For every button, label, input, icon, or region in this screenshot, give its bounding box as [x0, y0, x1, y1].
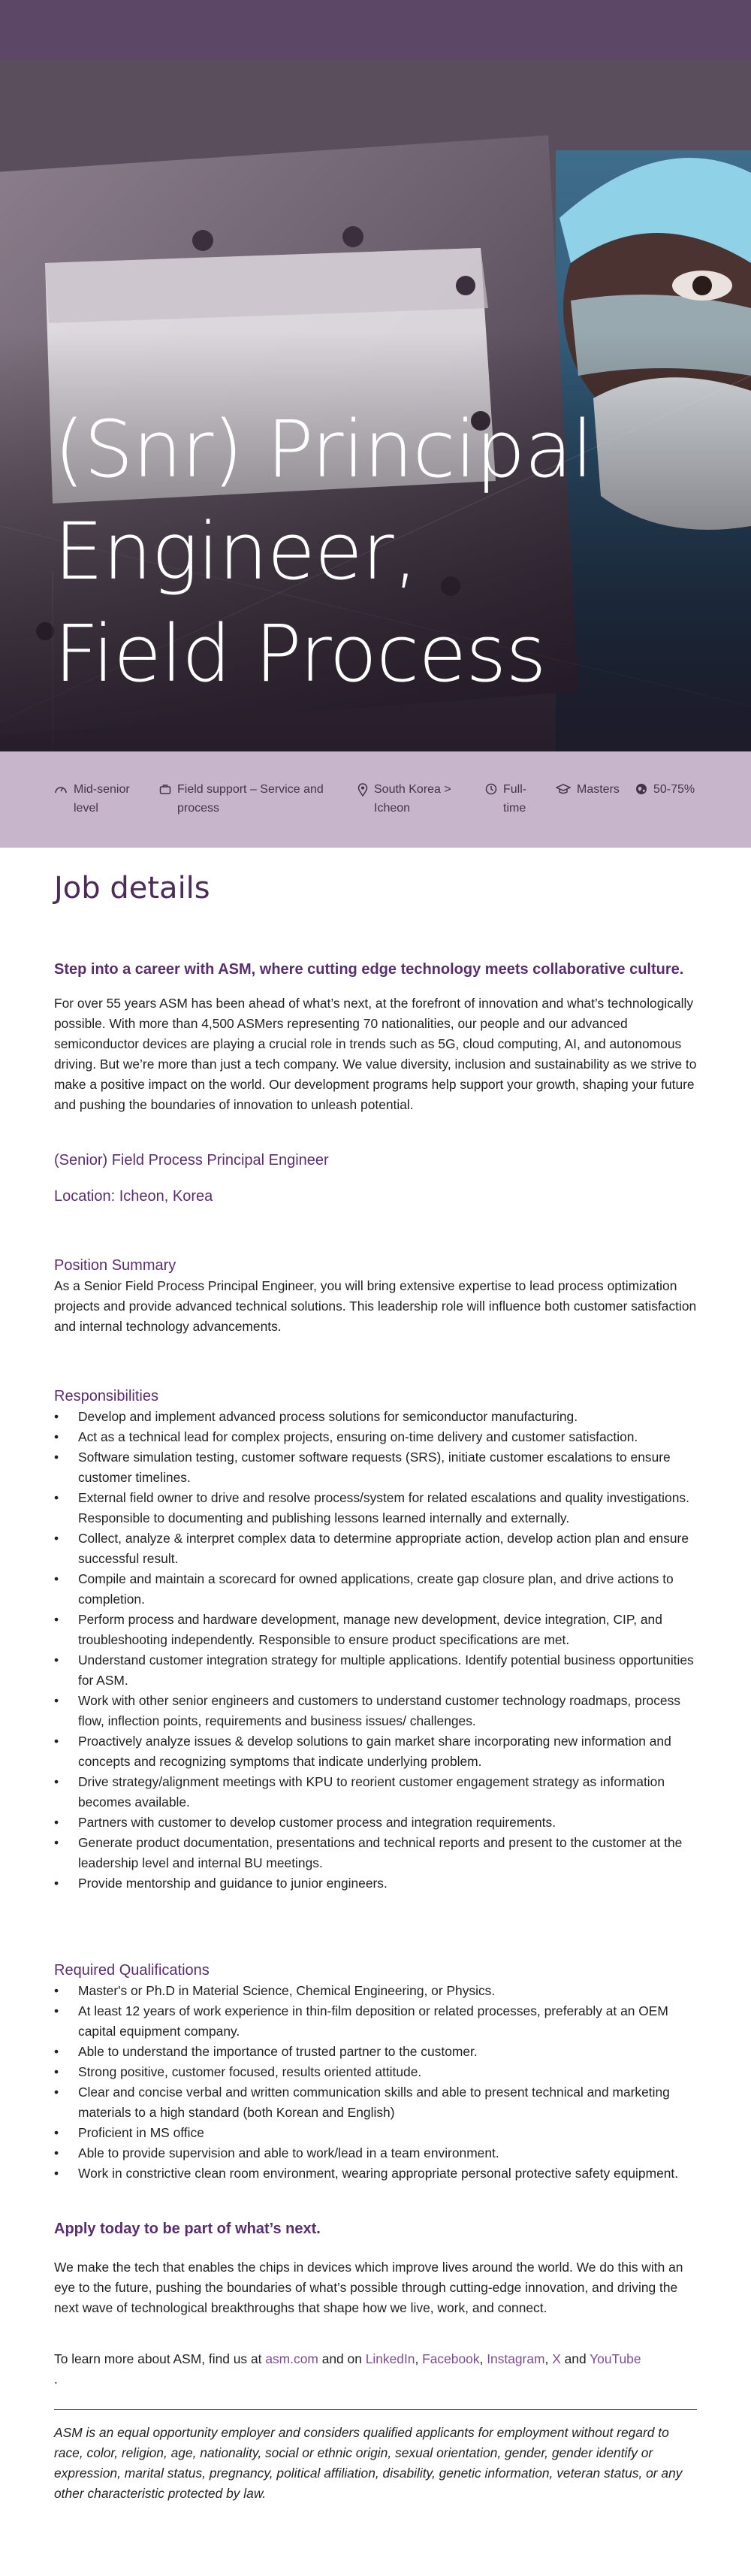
learn-more-prefix: To learn more about ASM, find us at — [54, 2351, 266, 2366]
divider — [54, 2409, 697, 2410]
separator: , — [479, 2351, 487, 2366]
learn-more-period: . — [54, 2372, 58, 2387]
list-item: • Clear and concise verbal and written communication skills and able to present technical and marketing materials to a high standard (both Korean and English) — [54, 2082, 700, 2123]
intro-heading: Step into a career with ASM, where cutting edge technology meets collaborative culture. — [54, 961, 684, 978]
graduation-cap-icon — [556, 783, 571, 795]
list-item: • Work in constrictive clean room environment, wearing appropriate personal protective safety equipment. — [54, 2163, 700, 2184]
list-item: • Compile and maintain a scorecard for owned applications, create gap closure plan, and drive actions to completion. — [54, 1569, 700, 1610]
list-item: • Understand customer integration strategy for multiple applications. Identify potential business opportunities for ASM. — [54, 1650, 700, 1691]
attribute-label: Full-time — [503, 783, 527, 815]
intro-text: For over 55 years ASM has been ahead of what’s next, at the forefront of innovation and what’s technologically possible. With more than 4,500 ASMers representing 70 nationalities, our people and our advanced semiconductor devices are playing a crucial role in trends such as 5G, cloud computing, AI, and autonomous driving. But we’re more than just a tech company. We value diversity, inclusion and sustainability as we strive to make a positive impact on the world. Our development programs help support your growth, shaping your future and pushing the boundaries of innovation to unleash potential. — [54, 996, 697, 1112]
equal-opportunity-statement: ASM is an equal opportunity employer and considers qualified applicants for employment without regard to race, color, religion, age, nationality, social or ethnic origin, sexual orientation, gender, gender identify or expression, marital status, pregnancy, political affiliation, disability, genetic information, veteran status, or any other characteristic protected by law. — [54, 2425, 683, 2501]
job-location: Location: Icheon, Korea — [54, 1188, 213, 1205]
job-title-line-3: Field Process — [54, 608, 546, 700]
briefcase-icon — [159, 783, 171, 795]
facebook-link[interactable]: Facebook — [422, 2351, 480, 2366]
summary-text: As a Senior Field Process Principal Engineer, you will bring extensive expertise to lead process optimization projects and provide advanced technical solutions. This leadership role will influence both customer satisfaction and internal technology advancements. — [54, 1278, 697, 1334]
list-item: • Proactively analyze issues & develop solutions to gain market share incorporating new information and concepts and recognizing symptoms that indicate underlying problem. — [54, 1731, 700, 1772]
list-item: • Collect, analyze & interpret complex data to determine appropriate action, develop action plan and ensure successful result. — [54, 1528, 700, 1569]
attribute-label: Masters — [577, 783, 620, 796]
list-item: • External field owner to drive and resolve process/system for related escalations and quality investigations. Responsible to documenting and publishing lessons learned internally and externally. — [54, 1488, 700, 1528]
qualifications-heading: Required Qualifications — [54, 1962, 210, 1979]
list-item: • Proficient in MS office — [54, 2123, 700, 2143]
list-item: • Able to understand the importance of trusted partner to the customer. — [54, 2042, 700, 2062]
attribute-label: 50-75% — [653, 783, 695, 796]
dashboard-gauge-icon — [54, 783, 68, 795]
apply-text: We make the tech that enables the chips in devices which improve lives around the world. We do this with an eye to the future, pushing the boundaries of what’s possible through cutting-edge innovation, and driving the next wave of technological breakthroughs that shape how we live, work, and connect. — [54, 2260, 683, 2315]
list-item: • Perform process and hardware development, manage new development, device integration, CIP, and troubleshooting independently. Responsible to ensure product specifications are met. — [54, 1610, 700, 1650]
asm-website-link[interactable]: asm.com — [265, 2351, 318, 2366]
list-item: • Act as a technical lead for complex projects, ensuring on-time delivery and customer satisfaction. — [54, 1427, 700, 1447]
location-pin-icon — [357, 783, 368, 797]
list-item: • Generate product documentation, presentations and technical reports and present to the customer at the leadership level and internal BU meetings. — [54, 1833, 700, 1873]
separator: , — [544, 2351, 553, 2366]
learn-more-and-on: and on — [318, 2351, 366, 2366]
globe-icon — [635, 783, 647, 795]
list-item: • At least 12 years of work experience in thin-film deposition or related processes, preferably at an OEM capital equipment company. — [54, 2001, 700, 2042]
qualifications-list — [54, 1981, 700, 2184]
job-title — [54, 398, 640, 705]
section-title: Job details — [54, 871, 210, 906]
job-title-line-1: (Snr) Principal — [54, 404, 593, 495]
job-title-line-2: Engineer, — [54, 506, 418, 597]
linkedin-link[interactable]: LinkedIn — [365, 2351, 415, 2366]
list-item: • Able to provide supervision and able to work/lead in a team environment. — [54, 2143, 700, 2163]
attribute-function — [159, 780, 339, 818]
learn-more-text — [54, 2349, 697, 2390]
attribute-label: Field support – Service and process — [177, 783, 324, 815]
apply-heading: Apply today to be part of what’s next. — [54, 2221, 321, 2237]
responsibilities-heading: Responsibilities — [54, 1388, 158, 1404]
youtube-link[interactable]: YouTube — [590, 2351, 641, 2366]
list-item: • Drive strategy/alignment meetings with KPU to reorient customer engagement strategy as information becomes available. — [54, 1772, 700, 1813]
attribute-employment-type — [485, 780, 545, 818]
list-item: • Master's or Ph.D in Material Science, Chemical Engineering, or Physics. — [54, 1981, 700, 2001]
separator: , — [415, 2351, 423, 2366]
list-item: • Software simulation testing, customer software requests (SRS), initiate customer escalations to ensure customer timelines. — [54, 1447, 700, 1488]
x-link[interactable]: X — [552, 2351, 561, 2366]
attribute-seniority — [54, 780, 144, 818]
hero-banner — [0, 60, 751, 751]
attribute-education — [556, 780, 631, 799]
learn-more-and: and — [560, 2351, 590, 2366]
list-item: • Work with other senior engineers and customers to understand customer technology roadmaps, process flow, inflection points, requirements and business issues/ challenges. — [54, 1691, 700, 1731]
clock-icon — [485, 783, 497, 795]
attribute-location — [357, 780, 463, 818]
attribute-label: South Korea > Icheon — [374, 783, 451, 815]
list-item: • Develop and implement advanced process solutions for semiconductor manufacturing. — [54, 1407, 700, 1427]
role-title: (Senior) Field Process Principal Engineer — [54, 1152, 329, 1169]
list-item: • Strong positive, customer focused, results oriented attitude. — [54, 2062, 700, 2082]
instagram-link[interactable]: Instagram — [487, 2351, 545, 2366]
summary-heading: Position Summary — [54, 1257, 176, 1274]
responsibilities-list — [54, 1407, 700, 1894]
attribute-travel — [635, 780, 718, 799]
list-item: • Partners with customer to develop customer process and integration requirements. — [54, 1813, 700, 1833]
job-attributes-bar — [0, 751, 751, 848]
list-item: • Provide mentorship and guidance to junior engineers. — [54, 1873, 700, 1894]
top-header-bar — [0, 0, 751, 60]
attribute-label: Mid-senior level — [74, 783, 130, 815]
